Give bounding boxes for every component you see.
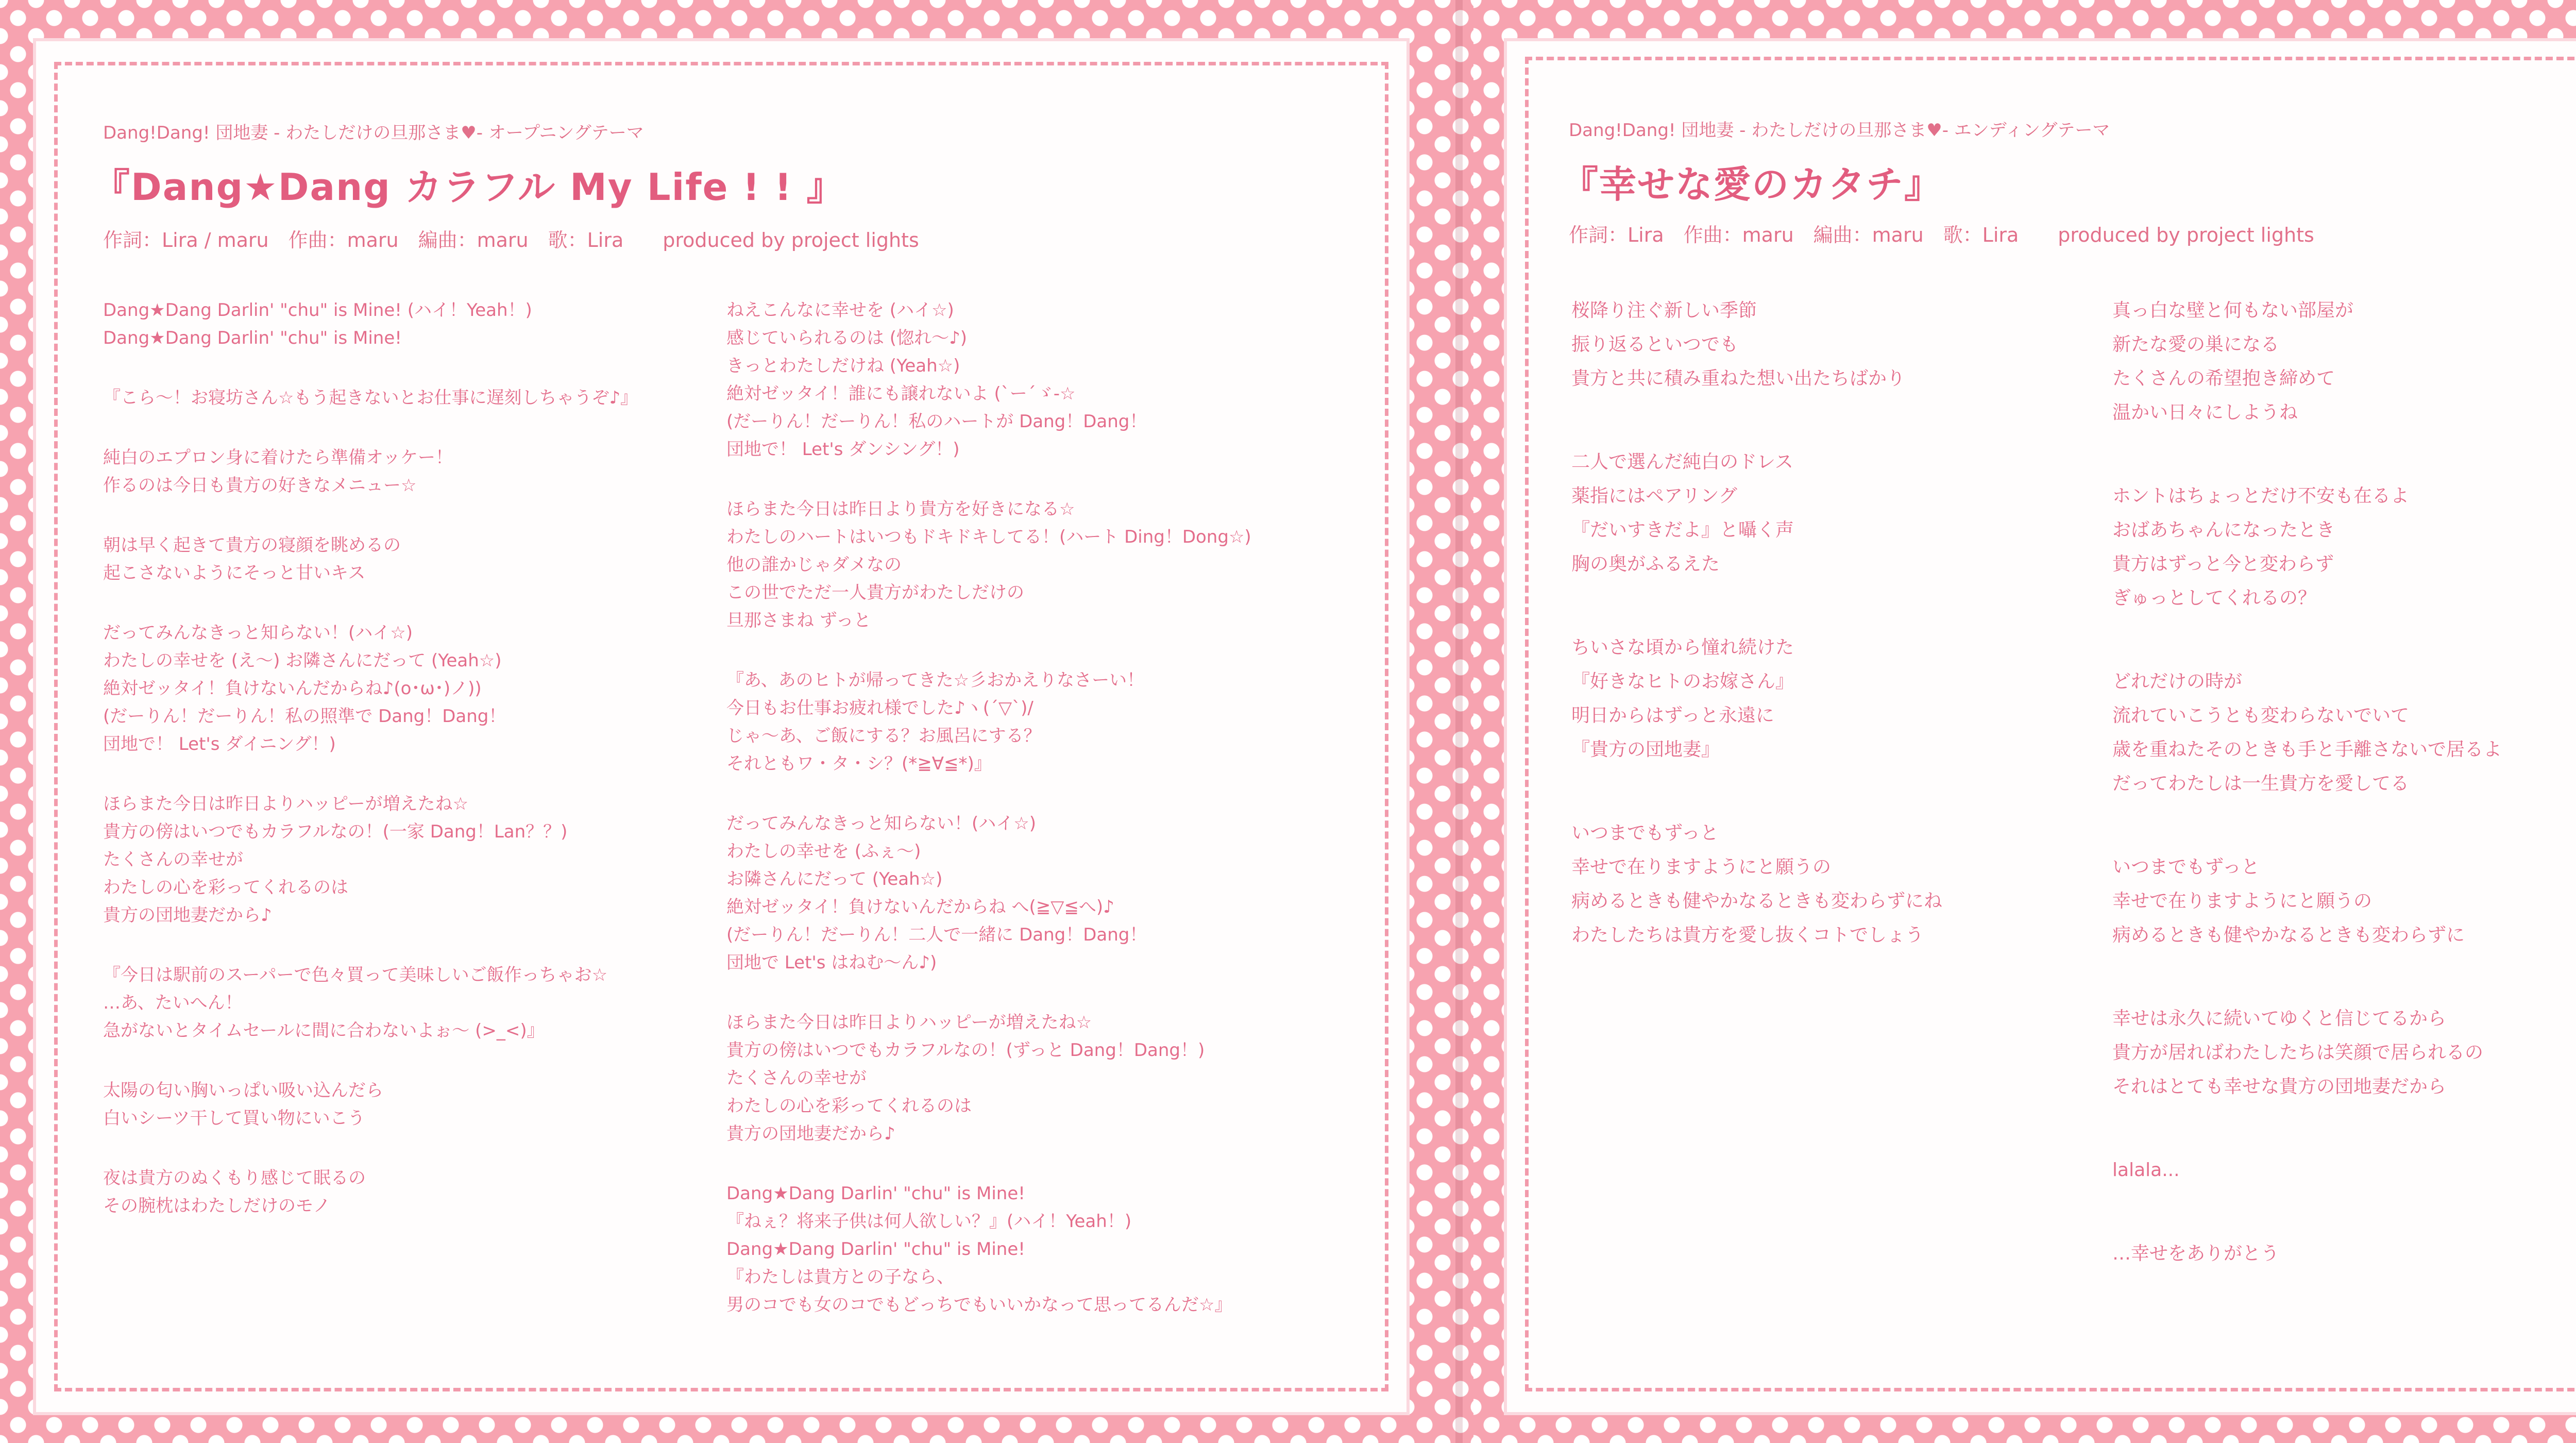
right-col2-lyric-line: 新たな愛の巣になる	[2112, 334, 2280, 355]
left-col2-lyric-line: だってみんなきっと知らない！(ハイ☆)	[726, 813, 1037, 834]
right-col2-lyric-line: 温かい日々にしようね	[2112, 402, 2298, 423]
right-col2-lyric-line: だってわたしは一生貴方を愛してる	[2112, 773, 2410, 794]
right-subtitle: Dang!Dang! 団地妻 - わたしだけの旦那さま♥- エンディングテーマ	[1569, 120, 2110, 141]
left-col1-lyric-line: 『今日は駅前のスーパーで色々買って美味しいご飯作っちゃお☆	[103, 965, 608, 985]
left-col1-lyric-line: 朝は早く起きて貴方の寝顔を眺めるの	[103, 535, 401, 556]
right-col2-stanza	[2112, 1002, 2576, 1104]
right-col2-lyric-line: 幸せで在りますようにと願うの	[2112, 891, 2372, 912]
left-col2-stanza	[726, 1009, 1370, 1148]
right-col1-stanza	[1571, 445, 2174, 581]
left-col2-lyric-line: この世でただ一人貴方がわたしだけの	[726, 582, 1024, 603]
right-col2-lyric-line: 流れていこうとも変わらないでいて	[2112, 705, 2410, 726]
left-col1-lyric-line: 絶対ゼッタイ！負けないんだからね♪(o･ω･)ノ))	[103, 678, 482, 699]
right-col1-lyric-line: 胸の奥がふるえた	[1571, 553, 1720, 575]
left-col2-lyric-line: 団地で！ Let's ダンシング！)	[726, 439, 960, 460]
left-col2-lyric-line: Dang★Dang Darlin' "chu" is Mine!	[726, 1239, 1025, 1260]
right-col1-lyric-line: 薬指にはペアリング	[1571, 485, 1737, 507]
left-col2-lyric-line: たくさんの幸せが	[726, 1068, 867, 1088]
left-col1-lyric-line: たくさんの幸せが	[103, 849, 243, 870]
left-lyrics-column-2	[726, 296, 1370, 1351]
left-col2-lyric-line: (だーりん！だーりん！私のハートが Dang！Dang！	[726, 411, 1147, 432]
right-col2-lyric-line: ぎゅっとしてくれるの？	[2112, 588, 2317, 609]
left-song-title: 『Dang★Dang カラフル My Life ! ! 』	[93, 165, 845, 209]
left-col1-lyric-line: その腕枕はわたしだけのモノ	[103, 1196, 331, 1216]
left-col2-lyric-line: 絶対ゼッタイ！負けないんだからね へ(≧▽≦へ)♪	[726, 897, 1114, 917]
right-song-title: 『幸せな愛のカタチ』	[1561, 163, 1943, 206]
left-col1-lyric-line: 『こら～！お寝坊さん☆もう起きないとお仕事に遅刻しちゃうぞ♪』	[103, 388, 638, 408]
left-col1-stanza	[103, 296, 706, 352]
right-col1-lyric-line: いつまでもずっと	[1571, 823, 1719, 844]
left-col1-stanza	[103, 961, 706, 1045]
left-col2-lyric-line: それともワ・タ・シ？(*≧∀≦*)』	[726, 753, 992, 774]
left-col1-lyric-line: 夜は貴方のぬくもり感じて眠るの	[103, 1168, 366, 1188]
right-col1-lyric-line: 桜降り注ぐ新しい季節	[1571, 300, 1757, 321]
right-col1-lyric-line: ちいさな頃から憧れ続けた	[1571, 637, 1794, 658]
left-col1-lyric-line: 団地で！ Let's ダイニング！)	[103, 734, 336, 754]
left-col1-lyric-line: 白いシーツ干して買い物にいこう	[103, 1108, 365, 1129]
right-col2-lyric-line: lalala...	[2112, 1160, 2180, 1181]
left-col2-lyric-line: わたしのハートはいつもドキドキしてる！(ハート Ding！Dong☆)	[726, 527, 1251, 547]
left-col1-lyric-line: …あ、たいへん！	[103, 993, 243, 1013]
right-col1-lyric-line: 貴方と共に積み重ねた想い出たちばかり	[1571, 368, 1906, 389]
left-col2-lyric-line: 男のコでも女のコでもどっちでもいいかなって思ってるんだ☆』	[726, 1295, 1232, 1315]
left-col2-lyric-line: 貴方の傍はいつでもカラフルなの！(ずっと Dang！Dang！)	[726, 1040, 1205, 1061]
right-lyrics-column-1	[1571, 294, 2174, 1002]
left-col2-lyric-line: ほらまた今日は昨日よりハッピーが増えたね☆	[726, 1012, 1092, 1033]
right-col2-lyric-line: 真っ白な壁と何もない部屋が	[2112, 300, 2354, 321]
right-col1-lyric-line: 明日からはずっと永遠に	[1571, 705, 1774, 726]
left-col1-stanza	[103, 619, 706, 758]
left-col2-lyric-line: わたしの幸せを (ふぇ～)	[726, 841, 921, 862]
left-col2-stanza	[726, 810, 1370, 977]
right-col2-stanza	[2112, 479, 2576, 615]
right-col1-stanza	[1571, 631, 2174, 767]
right-col2-lyric-line: それはとても幸せな貴方の団地妻だから	[2112, 1076, 2447, 1097]
left-col1-stanza	[103, 1077, 706, 1132]
left-col1-lyric-line: Dang★Dang Darlin' "chu" is Mine!	[103, 328, 402, 348]
left-col2-lyric-line: 感じていられるのは (惚れ～♪)	[726, 328, 968, 348]
right-col2-lyric-line: 貴方はずっと今と変わらず	[2112, 553, 2334, 575]
left-col2-lyric-line: 団地で Let's はねむ～ん♪)	[726, 952, 937, 973]
right-col1-stanza	[1571, 294, 2174, 396]
left-col2-lyric-line: 貴方の団地妻だから♪	[726, 1123, 895, 1144]
left-col2-stanza	[726, 666, 1370, 778]
right-col1-lyric-line: 二人で選んだ純白のドレス	[1571, 451, 1793, 473]
right-col2-lyric-line: …幸せをありがとう	[2112, 1243, 2280, 1264]
right-col2-stanza	[2112, 1237, 2576, 1271]
left-col2-lyric-line: じゃ～あ、ご飯にする？お風呂にする？	[726, 726, 1041, 746]
right-col1-stanza	[1571, 816, 2174, 952]
left-col2-lyric-line: 旦那さまね ずっと	[726, 610, 871, 631]
left-col2-lyric-line: きっとわたしだけね (Yeah☆)	[726, 356, 960, 376]
right-col1-lyric-line: 病めるときも健やかなるときも変わらずにね	[1571, 891, 1943, 912]
left-subtitle: Dang!Dang! 団地妻 - わたしだけの旦那さま♥- オープニングテーマ	[103, 123, 644, 143]
left-col1-lyric-line: (だーりん！だーりん！私の照準で Dang！Dang！	[103, 706, 506, 727]
left-col2-lyric-line: 『あ、あのヒトが帰ってきた☆彡おかえりなさーい！	[726, 670, 1145, 691]
left-col2-lyric-line: 今日もお仕事お疲れ様でした♪ヽ(´▽`)/	[726, 698, 1033, 718]
right-col2-lyric-line: たくさんの希望抱き締めて	[2112, 368, 2335, 389]
right-col1-lyric-line: 『だいすきだよ』と囁く声	[1571, 519, 1794, 541]
right-col2-lyric-line: 病めるときも健やかなるときも変わらずに	[2112, 925, 2465, 946]
right-col2-lyric-line: 貴方が居ればわたしたちは笑顔で居られるの	[2112, 1042, 2484, 1063]
left-col1-lyric-line: 純白のエプロン身に着けたら準備オッケー！	[103, 447, 453, 468]
left-col2-lyric-line: わたしの心を彩ってくれるのは	[726, 1096, 972, 1116]
right-col1-lyric-line: 『好きなヒトのお嫁さん』	[1571, 671, 1794, 692]
left-col1-lyric-line: わたしの幸せを (え～) お隣さんにだって (Yeah☆)	[103, 650, 502, 671]
left-col2-stanza	[726, 495, 1370, 634]
left-lyrics-column-1	[103, 296, 706, 1252]
left-col1-lyric-line: 貴方の団地妻だから♪	[103, 905, 272, 926]
left-col2-lyric-line: ねえこんなに幸せを (ハイ☆)	[726, 300, 954, 321]
left-col1-lyric-line: 起こさないようにそっと甘いキス	[103, 563, 366, 583]
left-col1-stanza	[103, 531, 706, 587]
left-col2-lyric-line: 『ねぇ？将来子供は何人欲しい？』(ハイ！Yeah！)	[726, 1211, 1132, 1232]
left-col2-lyric-line: Dang★Dang Darlin' "chu" is Mine!	[726, 1183, 1025, 1204]
left-col2-lyric-line: 『わたしは貴方との子なら、	[726, 1267, 954, 1287]
left-col1-stanza	[103, 384, 706, 412]
right-col1-lyric-line: 幸せで在りますようにと願うの	[1571, 857, 1832, 878]
right-col1-lyric-line: わたしたちは貴方を愛し抜くコトでしょう	[1571, 925, 1924, 946]
left-col2-stanza	[726, 1180, 1370, 1319]
left-col1-lyric-line: だってみんなきっと知らない！(ハイ☆)	[103, 623, 413, 643]
right-col2-lyric-line: おばあちゃんになったとき	[2112, 519, 2335, 541]
right-col2-lyric-line: ホントはちょっとだけ不安も在るよ	[2112, 485, 2410, 507]
left-col1-lyric-line: 作るのは今日も貴方の好きなメニュー☆	[103, 475, 417, 496]
right-col2-lyric-line: 幸せは永久に続いてゆくと信じてるから	[2112, 1008, 2447, 1029]
left-col1-lyric-line: 急がないとタイムセールに間に合わないよぉ～ (>_<)』	[103, 1020, 545, 1041]
right-col2-lyric-line: 歳を重ねたそのときも手と手離さないで居るよ	[2112, 739, 2502, 760]
left-col2-lyric-line: 他の誰かじゃダメなの	[726, 555, 902, 575]
right-col2-stanza	[2112, 850, 2576, 952]
fold-line-center	[1455, 0, 1463, 1443]
left-col1-lyric-line: わたしの心を彩ってくれるのは	[103, 877, 348, 898]
left-col2-lyric-line: お隣さんにだって (Yeah☆)	[726, 869, 943, 890]
left-col2-lyric-line: 絶対ゼッタイ！誰にも譲れないよ (`ー´ゞ-☆	[726, 383, 1076, 404]
left-col1-lyric-line: 太陽の匂い胸いっぱい吸い込んだら	[103, 1080, 383, 1101]
left-credits: 作詞：Lira / maru 作曲：maru 編曲：maru 歌：Lira produced by project lights	[103, 229, 919, 251]
right-col2-stanza	[2112, 665, 2576, 801]
left-col1-stanza	[103, 790, 706, 929]
left-col1-lyric-line: ほらまた今日は昨日よりハッピーが増えたね☆	[103, 794, 469, 814]
right-credits: 作詞：Lira 作曲：maru 編曲：maru 歌：Lira produced by project lights	[1569, 224, 2314, 246]
right-col2-lyric-line: どれだけの時が	[2112, 671, 2243, 692]
left-col2-lyric-line: ほらまた今日は昨日より貴方を好きになる☆	[726, 499, 1075, 519]
right-col2-stanza	[2112, 294, 2576, 430]
right-col2-stanza	[2112, 1153, 2576, 1187]
left-col1-stanza	[103, 1164, 706, 1220]
left-col1-lyric-line: Dang★Dang Darlin' "chu" is Mine! (ハイ！Yeah！)	[103, 300, 532, 321]
left-col1-lyric-line: 貴方の傍はいつでもカラフルなの！(一家 Dang！Lan？？)	[103, 821, 568, 842]
right-col1-lyric-line: 『貴方の団地妻』	[1571, 739, 1720, 760]
right-col1-lyric-line: 振り返るといつでも	[1571, 334, 1739, 355]
left-col2-stanza	[726, 296, 1370, 463]
left-col2-lyric-line: (だーりん！だーりん！二人で一緒に Dang！Dang！	[726, 925, 1147, 945]
right-col2-lyric-line: いつまでもずっと	[2112, 857, 2260, 878]
right-lyrics-column-2	[2112, 294, 2576, 1320]
left-col1-stanza	[103, 444, 706, 499]
